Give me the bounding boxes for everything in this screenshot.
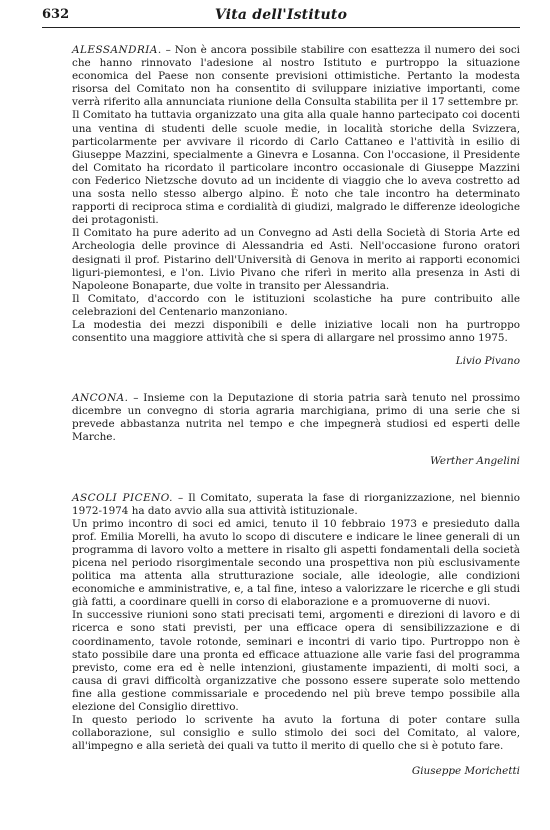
paragraph: In questo periodo lo scrivente ha avuto la fortuna di poter contare sulla collaborazione, sul consiglio e sullo stimolo dei soci del Comitato, al valore, all'impegno e alla serietà dei quali va tutto il merito di quello che si è potuto fare. — [72, 714, 520, 753]
paragraph: Il Comitato, d'accordo con le istituzioni scolastiche ha pure contribuito alle celebrazioni del Centenario manzoniano. — [72, 292, 520, 318]
signature: Giuseppe Morichetti — [411, 765, 520, 778]
page-number: 632 — [42, 7, 70, 22]
paragraph: ASCOLI PICENO. – Il Comitato, superata la fase di riorganizzazione, nel biennio 1972-1974 ha dato avvio alla sua attività istituzionale. — [72, 491, 520, 517]
signature: Werther Angelini — [430, 454, 520, 467]
place-heading: ALESSANDRIA. — [72, 44, 162, 56]
place-heading: ASCOLI PICENO. — [72, 491, 173, 504]
section-ascoli-piceno — [72, 492, 520, 779]
place-heading: ANCONA. — [72, 392, 129, 405]
paragraph: In successive riunioni sono stati precisati temi, argomenti e direzioni di lavoro e di ricerca e sono stati previsti, per una efficace opera di sensibilizzazione e di coordinamento, tavole rotonde, seminari e incontri di vario tipo. Purtroppo non è stato possibile dare una pronta ed efficace attuazione alle varie fasi del programma previsto, come era ed è nelle intenzioni, giustamente impazienti, di molti soci, a causa di gravi difficoltà organizzative che possono essere superate solo mettendo fine alla gestione commissariale e procedendo nel più breve tempo possibile alla elezione del Consiglio direttivo. — [72, 609, 520, 714]
section-alessandria — [72, 44, 520, 368]
paragraph: La modestia dei mezzi disponibili e delle iniziative locali non ha purtroppo consentito una maggiore attività che si spera di allargare nel prossimo anno 1975. — [72, 318, 520, 345]
page-header — [42, 7, 520, 28]
paragraph: Il Comitato ha tuttavia organizzato una gita alla quale hanno partecipato coi docenti una ventina di studenti delle scuole medie, in località storiche della Svizzera, particolarmente per avvivare il ricordo di Carlo Cattaneo e l'attività in esilio di Giuseppe Mazzini, specialmente a Ginevra e Losanna. Con l'occasione, il Presidente del Comitato ha ricordato il particolare incontro occasionale di Giuseppe Mazzini con Federico Nietzsche dovuto ad un incidente di viaggio che lo aveva costretto ad una sosta nello stesso albergo alpino. È noto che tale incontro ha determinato rapporti di reciproca stima e cordialità di giudizi, malgrado le differenze ideologiche dei protagonisti. — [72, 109, 520, 227]
paragraph: Il Comitato ha pure aderito ad un Convegno ad Asti della Società di Storia Arte ed Archeologia delle province di Alessandria ed Asti. Nell'occasione furono oratori designati il prof. Pistarino dell'Università di Genova in merito ai rapporti economici liguri-piemontesi, e l'on. Livio Pivano che riferì in merito alla presenza in Asti di Napoleone Bonaparte, due volte in transito per Alessandria. — [72, 227, 520, 292]
signature: Livio Pivano — [455, 355, 520, 368]
paragraph: ALESSANDRIA. – Non è ancora possibile stabilire con esattezza il numero dei soci che hanno rinnovato l'adesione al nostro Istituto e purtroppo la situazione economica del Paese non consente previsioni ottimistiche. Pertanto la modesta risorsa del Comitato non ha consentito di sviluppare iniziative importanti, come verrà riferito alla annunciata riunione della Consulta stabilita per il 17 settembre pr. — [72, 44, 520, 109]
paragraph: ANCONA. – Insieme con la Deputazione di storia patria sarà tenuto nel prossimo dicembre un convegno di storia agraria marchigiana, primo di una serie che si prevede abbastanza nutrita nel tempo e che impegnerà studiosi ed esperti delle Marche. — [72, 392, 520, 444]
paragraph: Un primo incontro di soci ed amici, tenuto il 10 febbraio 1973 e presieduto dalla prof. Emilia Morelli, ha avuto lo scopo di discutere e indicare le linee generali di un programma di lavoro volto a mettere in risalto gli aspetti fondamentali della società picena nel periodo risorgimentale secondo una prospettiva non più esclusivamente politica ma attenta alla strutturazione sociale, alle ideologie, alle condizioni economiche e amministrative, e, a tal fine, inteso a valorizzare le ricerche e gli studi già fatti, a coordinare quelli in corso di elaborazione e a promuoverne di nuovi. — [72, 517, 520, 609]
section-ancona — [72, 392, 520, 467]
running-title: Vita dell'Istituto — [214, 7, 348, 23]
